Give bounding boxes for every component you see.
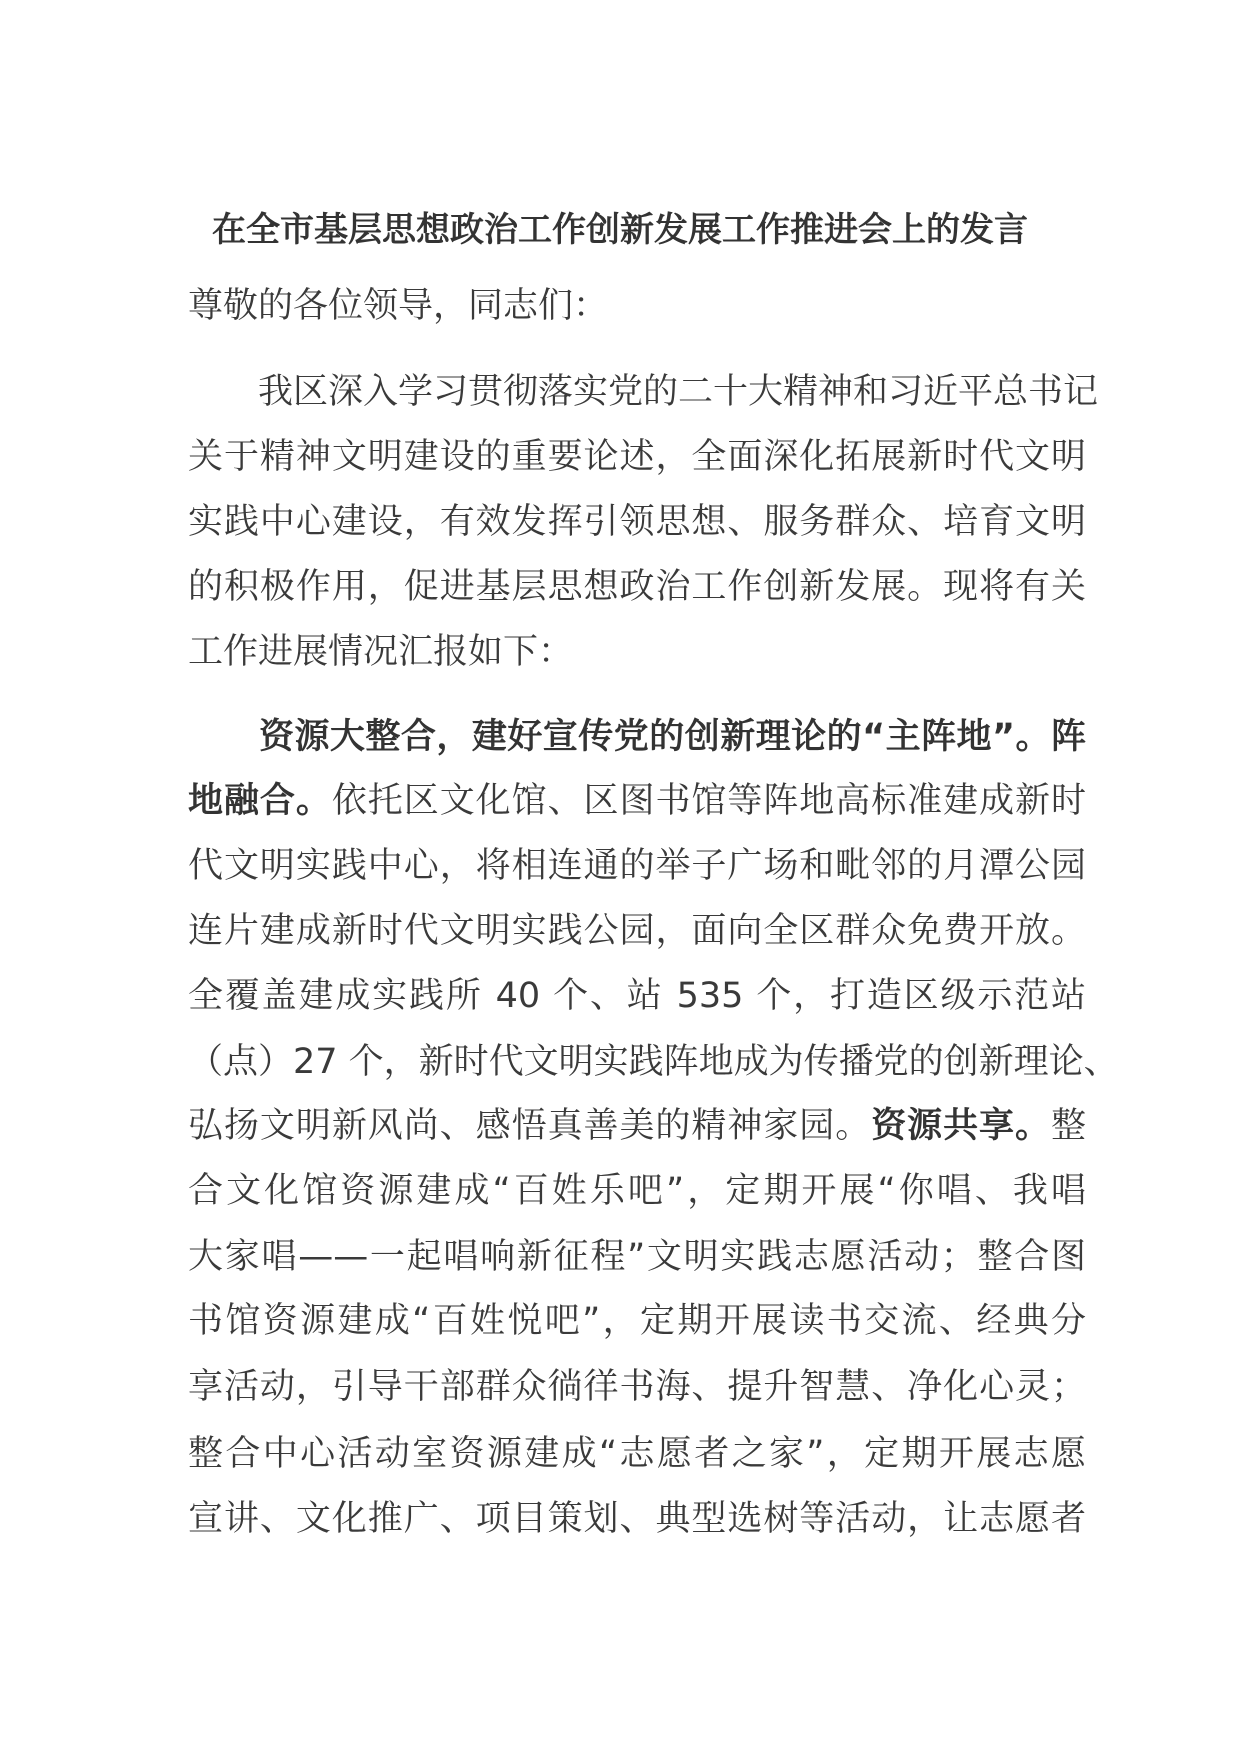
body-text: 享活动，引导干部群众徜徉书海、提升智慧、净化心灵； — [188, 1367, 1086, 1407]
text-line — [188, 1037, 1119, 1087]
text-line — [188, 1429, 1086, 1479]
text-line — [188, 1166, 1086, 1216]
text-line — [188, 906, 1086, 956]
body-text: 代文明实践中心，将相连通的举子广场和毗邻的月潭公园 — [188, 846, 1086, 886]
body-text: 我区深入学习贯彻落实党的二十大精神和习近平总书记 — [188, 372, 1099, 412]
body-text: 书馆资源建成“百姓悦吧”，定期开展读书交流、经典分 — [188, 1301, 1086, 1341]
body-text: 实践中心建设，有效发挥引领思想、服务群众、培育文明 — [188, 502, 1086, 542]
text-line — [188, 432, 1086, 482]
text-line — [188, 1296, 1086, 1346]
bold-heading-text: 资源大整合，建好宣传党的创新理论的“主阵地”。阵 — [188, 717, 1086, 757]
body-text: 工作进展情况汇报如下： — [188, 632, 574, 672]
body-text: 全覆盖建成实践所 40 个、站 535 个，打造区级示范站 — [188, 976, 1086, 1016]
text-line — [188, 497, 1086, 547]
text-line — [188, 367, 1099, 417]
bold-heading-text: 地融合。 — [188, 781, 332, 821]
body-text: 的积极作用，促进基层思想政治工作创新发展。现将有关 — [188, 567, 1086, 607]
text-line — [188, 1232, 1086, 1282]
body-text: 尊敬的各位领导，同志们： — [188, 286, 609, 326]
bold-heading-text: 资源共享。 — [871, 1106, 1051, 1146]
text-line — [188, 712, 1086, 762]
body-text: 关于精神文明建设的重要论述，全面深化拓展新时代文明 — [188, 437, 1086, 477]
body-text: 整 — [1050, 1106, 1086, 1146]
body-text: 合文化馆资源建成“百姓乐吧”，定期开展“你唱、我唱 — [188, 1171, 1086, 1211]
document-title: 在全市基层思想政治工作创新发展工作推进会上的发言 — [212, 210, 1028, 250]
body-text: 宣讲、文化推广、项目策划、典型选树等活动，让志愿者 — [188, 1499, 1086, 1539]
body-text: 整合中心活动室资源建成“志愿者之家”，定期开展志愿 — [188, 1434, 1086, 1474]
text-line — [188, 971, 1086, 1021]
text-line — [188, 1101, 1086, 1151]
text-line — [188, 841, 1086, 891]
text-line — [188, 627, 1086, 677]
body-text: 连片建成新时代文明实践公园，面向全区群众免费开放。 — [188, 911, 1086, 951]
text-line — [188, 1494, 1086, 1544]
body-text: 依托区文化馆、区图书馆等阵地高标准建成新时 — [331, 781, 1086, 821]
text-line — [188, 562, 1086, 612]
text-line — [188, 776, 1086, 826]
body-text: （点）27 个，新时代文明实践阵地成为传播党的创新理论、 — [188, 1042, 1119, 1082]
body-text: 弘扬文明新风尚、感悟真善美的精神家园。 — [188, 1106, 872, 1146]
body-text: 大家唱——一起唱响新征程”文明实践志愿活动；整合图 — [188, 1237, 1086, 1277]
text-line — [188, 1362, 1086, 1412]
text-line — [188, 281, 1086, 331]
